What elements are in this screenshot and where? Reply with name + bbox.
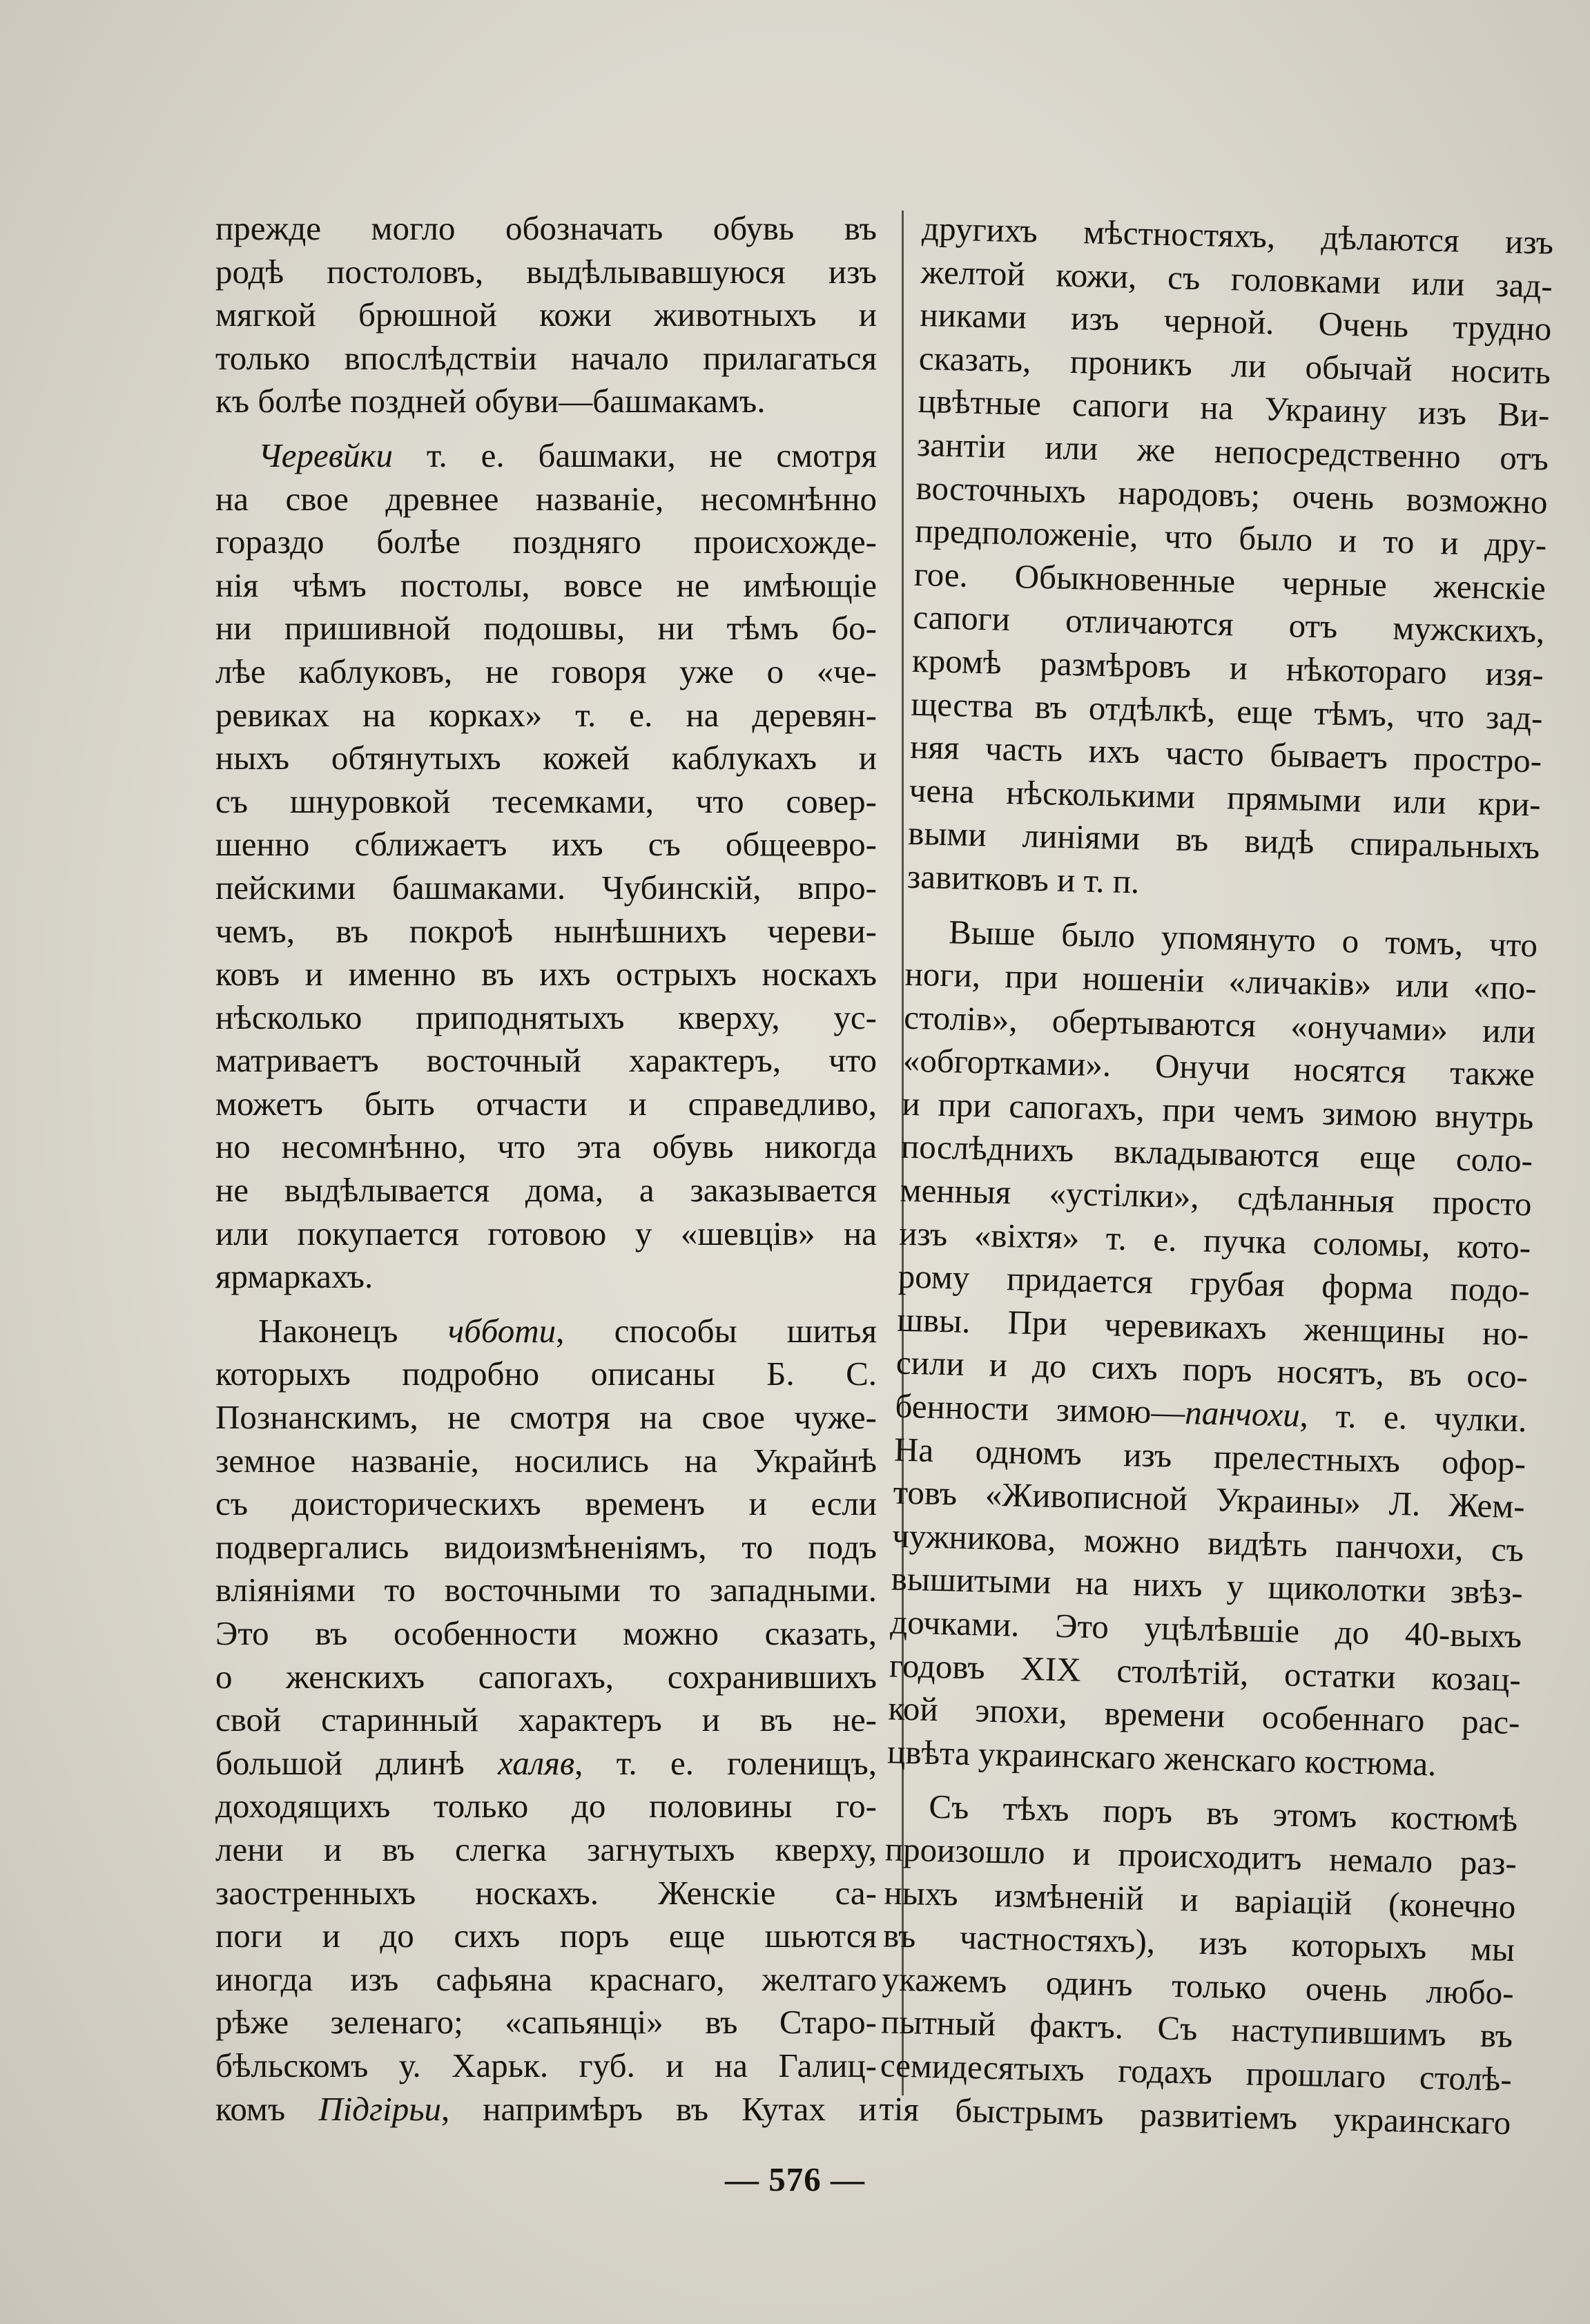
text-line: но несомнѣнно, что эта обувь никогда — [215, 1127, 877, 1166]
text-line: гое. Обыкновенные черные женскіе — [913, 554, 1547, 608]
text-line: рому придается грубая форма подо- — [898, 1257, 1531, 1310]
text-line: предположеніе, что было и то и дру- — [914, 512, 1547, 564]
text-line: товъ «Живописной Украины» Л. Жем- — [893, 1473, 1526, 1526]
text-line: или покупается готовою у «шевців» на — [215, 1214, 877, 1252]
italic-term: чбботи — [447, 1311, 556, 1350]
text-line: На одномъ изъ прелестныхъ офор- — [893, 1430, 1526, 1482]
right-text-column — [879, 207, 1554, 2144]
italic-term: Черевйки — [258, 436, 393, 474]
text-line: только впослѣдствіи начало прилагаться — [215, 338, 877, 377]
text-line: пытный фактъ. Съ наступившимъ въ — [880, 2002, 1513, 2055]
left-text-column — [215, 207, 877, 2131]
text-line: тія быстрымъ развитіемъ украинскаго — [878, 2089, 1511, 2142]
text-line: комъ Підгірьи, напримѣръ въ Кутах и — [215, 2089, 877, 2128]
text-line: бѣльскомъ у. Харьк. губ. и на Галиц- — [215, 2046, 877, 2084]
text-line: няя часть ихъ часто бываетъ простро- — [909, 727, 1542, 780]
text-line: Черевйки т. е. башмаки, не смотря — [258, 436, 877, 474]
text-line: въ частностяхъ), изъ которыхъ мы — [882, 1916, 1515, 1969]
text-line: рѣже зеленаго; «сапьянці» въ Старо- — [215, 2003, 877, 2042]
text-line: къ болѣе поздней обуви—башмакамъ. — [215, 382, 766, 420]
text-line: сили и до сихъ поръ носятъ, въ осо- — [895, 1344, 1529, 1396]
text-line: ковъ и именно въ ихъ острыхъ носкахъ — [215, 955, 877, 994]
text-line: Наконецъ чбботи, способы шитья — [258, 1311, 878, 1350]
text-line: ныхъ обтянутыхъ кожей каблукахъ и — [215, 739, 877, 777]
text-line: бенности зимою—панчохи, т. е. чулки. — [894, 1386, 1527, 1440]
text-line: послѣднихъ вкладываются еще соло- — [900, 1127, 1533, 1180]
italic-term: Підгірьи — [318, 2089, 442, 2128]
text-line: щества въ отдѣлкѣ, еще тѣмъ, что зад- — [911, 684, 1544, 737]
text-line: дочками. Это уцѣлѣвшіе до 40-выхъ — [889, 1602, 1522, 1656]
text-line: доходящихъ только до половины го- — [215, 1787, 877, 1826]
text-line: Познанскимъ, не смотря на свое чуже- — [215, 1398, 877, 1437]
text-line: семидесятыхъ годахъ прошлаго столѣ- — [880, 2046, 1513, 2098]
text-line: можетъ быть отчасти и справедливо, — [215, 1084, 877, 1123]
text-line: матриваетъ восточный характеръ, что — [215, 1041, 877, 1080]
text-line: съ доисторическихъ временъ и если — [215, 1484, 877, 1523]
text-line: пейскими башмаками. Чубинскій, впро- — [215, 868, 877, 907]
text-line: ныхъ измѣненій и варіацій (конечно — [883, 1872, 1517, 1926]
text-line: которыхъ подробно описаны Б. С. — [215, 1355, 877, 1393]
text-line: чемъ, въ покроѣ нынѣшнихъ череви- — [215, 911, 877, 950]
text-line: ярмаркахъ. — [215, 1257, 374, 1296]
text-line: земное названіе, носились на Украйнѣ — [215, 1441, 877, 1480]
text-line: швы. При черевикахъ женщины но- — [896, 1300, 1529, 1353]
text-line: чужникова, можно видѣть панчохи, съ — [891, 1516, 1524, 1569]
text-line: заостренныхъ носкахъ. Женскіе са- — [215, 1873, 877, 1912]
text-line: менныя «устілки», сдѣланныя просто — [900, 1170, 1533, 1223]
text-line: цвѣтные сапоги на Украину изъ Ви- — [918, 382, 1551, 435]
text-line: сапоги отличаются отъ мужскихъ, — [912, 598, 1545, 650]
text-line: столів», обертываются «онучами» или — [903, 998, 1536, 1051]
text-line: ноги, при ношеніи «личаків» или «по- — [904, 954, 1538, 1007]
text-line: на свое древнее названіе, несомнѣнно — [215, 479, 877, 518]
text-line: и при сапогахъ, при чемъ зимою внутрь — [901, 1084, 1534, 1137]
text-line: годовъ XIX столѣтій, остатки козац- — [889, 1646, 1522, 1698]
text-line: шенно сближаетъ ихъ съ общеевро- — [215, 825, 877, 864]
text-line: кромѣ размѣровъ и нѣкотораго изя- — [911, 641, 1544, 694]
text-line: кой эпохи, времени особеннаго рас- — [888, 1689, 1521, 1742]
text-line: выми линіями въ видѣ спиральныхъ — [907, 814, 1540, 866]
text-line: вліяніями то восточными то западными. — [215, 1571, 877, 1609]
text-line: изъ «віхтя» т. е. пучка соломы, кото- — [898, 1214, 1531, 1267]
text-line: мягкой брюшной кожи животныхъ и — [215, 296, 877, 334]
text-line: завитковъ и т. п. — [907, 857, 1140, 901]
paragraph-gap — [215, 423, 877, 434]
text-line: восточныхъ народовъ; очень возможно — [915, 468, 1549, 521]
text-line: другихъ мѣстностяхъ, дѣлаются изъ — [921, 209, 1554, 262]
text-line: Выше было упомянуто о томъ, что — [948, 912, 1538, 964]
text-line: прежде могло обозначать обувь въ — [215, 209, 877, 247]
italic-term: панчохи — [1184, 1393, 1301, 1434]
text-line: съ шнуровкой тесемками, что совер- — [215, 782, 877, 820]
text-line: нія чѣмъ постолы, вовсе не имѣющіе — [215, 565, 877, 604]
text-line: цвѣта украинскаго женскаго костюма. — [886, 1732, 1437, 1783]
text-line: вышитыми на нихъ у щиколотки звѣз- — [891, 1559, 1524, 1612]
text-line: желтой кожи, съ головками или зад- — [920, 252, 1553, 305]
text-line: не выдѣлывается дома, а заказывается — [215, 1171, 877, 1210]
text-line: гораздо болѣе поздняго происхожде- — [215, 523, 877, 561]
text-line: поги и до сихъ поръ еще шьются — [215, 1917, 877, 1955]
text-line: Съ тѣхъ поръ въ этомъ костюмѣ — [928, 1788, 1518, 1839]
text-line: сказать, проникъ ли обычай носить — [918, 338, 1551, 391]
italic-term: халяв — [498, 1743, 575, 1782]
text-line: «обгортками». Онучи носятся также — [902, 1040, 1535, 1094]
text-line: родѣ постоловъ, выдѣлывавшуюся изъ — [215, 252, 877, 291]
paragraph-gap — [215, 1299, 877, 1310]
text-line: ревиках на корках» т. е. на деревян- — [215, 695, 877, 734]
text-line: большой длинѣ халяв, т. е. голенищъ, — [215, 1743, 877, 1782]
text-line: ни пришивной подошвы, ни тѣмъ бо- — [215, 609, 877, 648]
text-line: лени и въ слегка загнутыхъ кверху, — [215, 1830, 877, 1868]
text-line: свой старинный характеръ и въ не- — [215, 1701, 877, 1739]
text-line: произошло и происходитъ немало раз- — [884, 1830, 1518, 1883]
text-line: лѣе каблуковъ, не говоря уже о «че- — [215, 652, 877, 690]
page-number: — 576 — — [725, 2160, 865, 2198]
text-line: о женскихъ сапогахъ, сохранившихъ — [215, 1657, 877, 1696]
text-line: чена нѣсколькими прямыми или кри- — [909, 771, 1542, 824]
text-line: нѣсколько приподнятыхъ кверху, ус- — [215, 998, 877, 1036]
text-line: подвергались видоизмѣненіямъ, то подъ — [215, 1527, 877, 1566]
text-line: укажемъ одинъ только очень любо- — [882, 1959, 1515, 2012]
text-line: никами изъ черной. Очень трудно — [919, 296, 1552, 348]
text-line: иногда изъ сафьяна краснаго, желтаго — [215, 1959, 877, 1998]
text-line: зантіи или же непосредственно отъ — [916, 425, 1549, 478]
text-line: Это въ особенности можно сказать, — [215, 1614, 877, 1652]
